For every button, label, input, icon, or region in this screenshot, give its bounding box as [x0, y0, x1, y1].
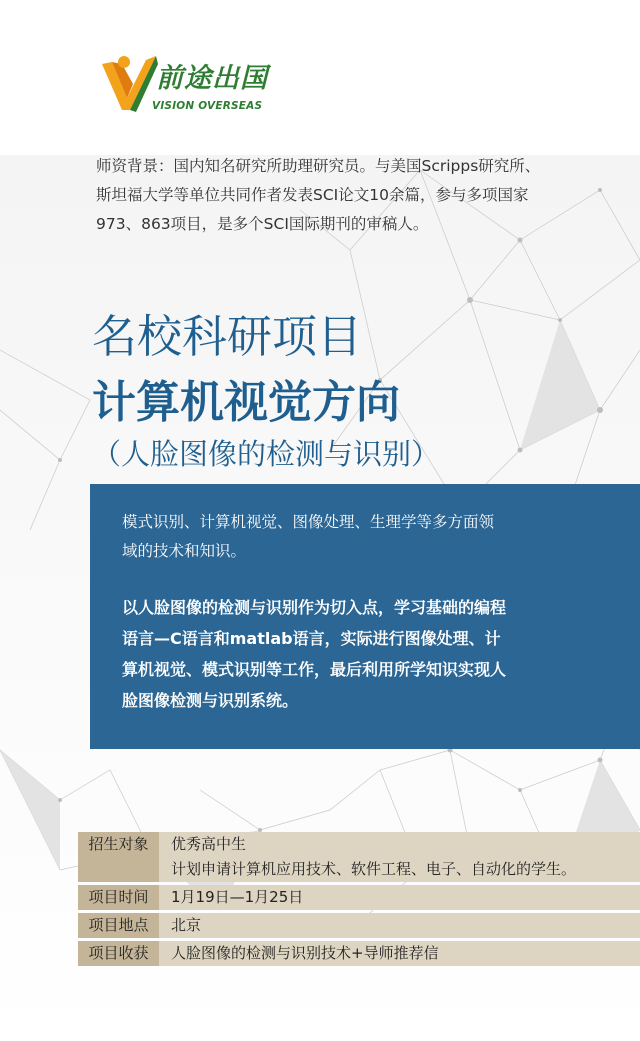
teacher-background-line: 973、863项目，是多个SCI国际期刊的审稿人。: [96, 215, 429, 233]
intro-line: 模式识别、计算机视觉、图像处理、生理学等多方面领: [122, 513, 495, 531]
page-subtitle: 计算机视觉方向: [92, 377, 400, 428]
table-row: [78, 941, 640, 966]
info-label: 项目地点: [78, 913, 159, 938]
header: [0, 0, 640, 155]
info-label: 项目时间: [78, 885, 159, 910]
table-row: [78, 832, 640, 882]
intro-line: 以人脸图像的检测与识别作为切入点，学习基础的编程: [122, 598, 507, 617]
teacher-background-line: 师资背景：国内知名研究所助理研究员。与美国Scripps研究所、: [96, 157, 541, 175]
intro-line: 算机视觉、模式识别等工作，最后利用所学知识实现人: [122, 660, 507, 679]
vision-overseas-logo-icon: [100, 50, 160, 116]
teacher-background: [96, 152, 606, 239]
logo[interactable]: [100, 50, 300, 120]
intro-box: [90, 484, 640, 749]
info-value-line: 人脸图像的检测与识别技术+导师推荐信: [171, 944, 439, 962]
logo-chinese-text: 前途出国: [156, 63, 268, 94]
info-label: 招生对象: [78, 832, 159, 882]
table-row: [78, 885, 640, 910]
page-title: 名校科研项目: [92, 310, 363, 363]
info-value-line: 1月19日—1月25日: [171, 888, 304, 906]
info-label: 项目收获: [78, 941, 159, 966]
logo-english-text: VISION OVERSEAS: [152, 100, 263, 112]
info-value-line: 北京: [171, 916, 202, 934]
intro-paragraph-2: [122, 592, 622, 716]
info-value: [159, 913, 640, 938]
info-value-line: 计划申请计算机应用技术、软件工程、电子、自动化的学生。: [171, 860, 577, 878]
project-info-table: [78, 829, 640, 969]
teacher-background-line: 斯坦福大学等单位共同作者发表SCI论文10余篇，参与多项国家: [96, 186, 529, 204]
info-value: [159, 885, 640, 910]
info-value: [159, 941, 640, 966]
intro-line: 域的技术和知识。: [122, 542, 247, 560]
info-value: [159, 832, 640, 882]
info-value-line: 优秀高中生: [171, 835, 247, 853]
intro-line: 脸图像检测与识别系统。: [122, 691, 299, 710]
intro-line: 语言—C语言和matlab语言，实际进行图像处理、计: [122, 629, 501, 648]
intro-paragraph-1: [122, 508, 622, 566]
page-subtitle-detail: （人脸图像的检测与识别）: [92, 437, 441, 471]
table-row: [78, 913, 640, 938]
